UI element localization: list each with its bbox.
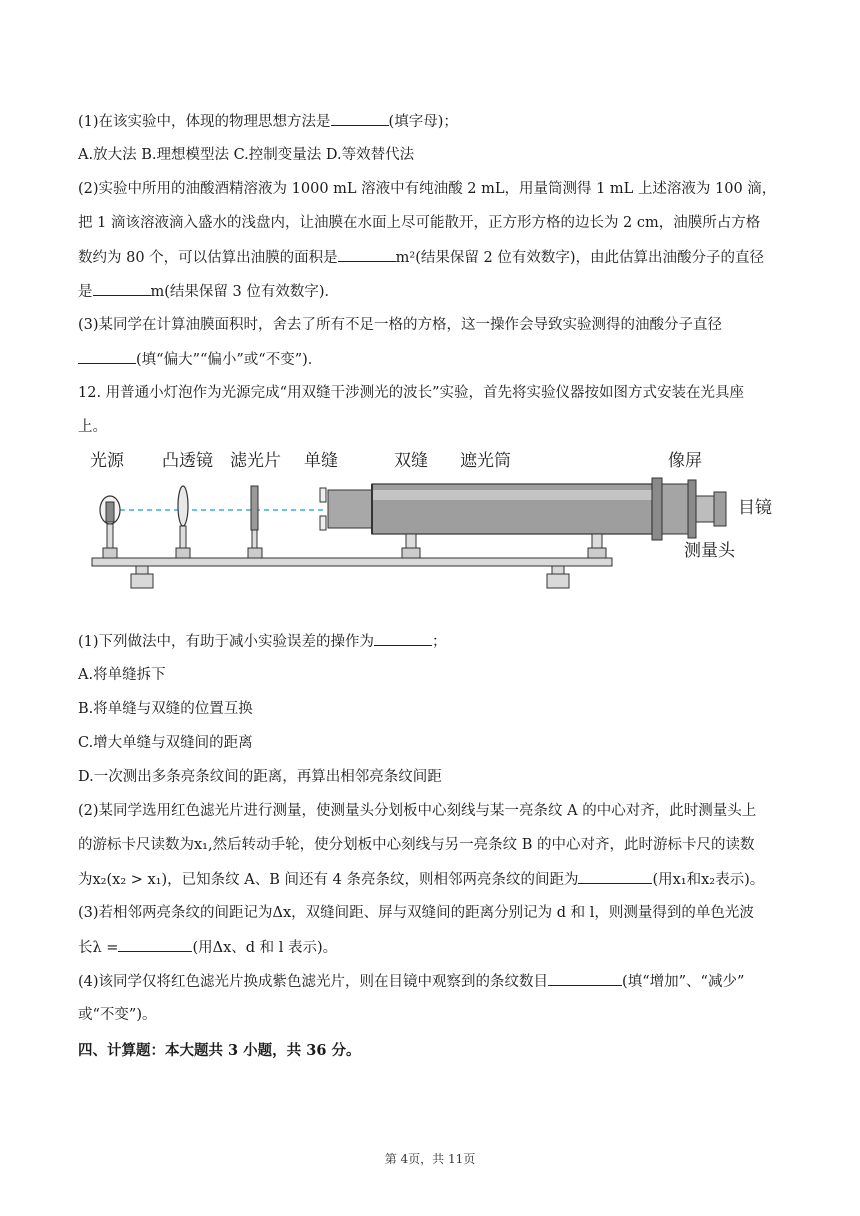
answer-blank [118, 936, 192, 952]
lens-stand [180, 526, 186, 548]
convex-lens [178, 486, 188, 526]
single-slit-top [320, 488, 326, 502]
filter-stand [252, 530, 257, 548]
label-filter: 滤光片 [230, 451, 281, 471]
q12-stem-line2: 上。 [78, 419, 107, 435]
tube-base [402, 548, 420, 558]
slit-holder [328, 490, 374, 528]
q11-part1 [78, 110, 788, 133]
label-tube: 遮光筒 [460, 451, 511, 471]
q12-option-a: A.将单缝拆下 [78, 667, 166, 683]
q11-part3-line2 [78, 348, 788, 371]
label-single-slit: 单缝 [304, 451, 338, 471]
answer-blank [338, 246, 396, 262]
q12-option-c: C.增大单缝与双缝间的距离 [78, 735, 253, 751]
q12-option-d: D.一次测出多条亮条纹间的距离，再算出相邻亮条纹间距 [78, 769, 442, 785]
bulb-base [103, 548, 117, 558]
page-footer: 第 4页，共 11页 [384, 1152, 476, 1166]
label-double-slit: 双缝 [394, 451, 428, 471]
optical-bench [92, 558, 612, 566]
q11-part3-line1: (3)某同学在计算油膜面积时，舍去了所有不足一格的方格，这一操作会导致实验测得的油酸分子直径 [78, 317, 723, 333]
q11-part2-line2: 把 1 滴该溶液滴入盛水的浅盘内，让油膜在水面上尽可能散开，正方形方格的边长为 2 cm，油膜所占方格 [78, 215, 761, 231]
q12-part1 [78, 630, 788, 653]
q11-part2-line3 [78, 246, 788, 269]
double-slit-apparatus-diagram [78, 448, 788, 600]
q11-part2-line4 [78, 280, 788, 303]
bench-leg [552, 566, 564, 574]
q11-part2-line1: (2)实验中所用的油酸酒精溶液为 1000 mL 溶液中有纯油酸 2 mL，用量筒测得 1 mL 上述溶液为 100 滴， [78, 181, 777, 197]
measuring-head-ring [688, 480, 696, 538]
q12-part4-line1-text: (4)该同学仅将红色滤光片换成紫色滤光片，则在目镜中观察到的条纹数目 [78, 974, 549, 990]
filter-plate [251, 486, 258, 530]
label-light-source: 光源 [90, 451, 124, 471]
q12-part3-line2 [78, 936, 788, 959]
q12-part4-line2: 或“不变”)。 [78, 1007, 157, 1023]
single-slit-bottom [320, 516, 326, 530]
section-heading: 四、计算题：本大题共 3 小题，共 36 分。 [78, 1042, 361, 1059]
q11-part1-text: (1)在该实验中，体现的物理思想方法是 [78, 114, 331, 130]
q12-option-b: B.将单缝与双缝的位置互换 [78, 701, 253, 717]
q12-part2-line1: (2)某同学选用红色滤光片进行测量，使测量头分划板中心刻线与某一亮条纹 A 的中心对齐，此时测量头上 [78, 803, 757, 819]
tube-base [588, 548, 606, 558]
q11-part2-line3-text: 数约为 80 个，可以估算出油膜的面积是 [78, 250, 338, 266]
answer-blank [578, 868, 652, 884]
answer-blank [331, 110, 389, 126]
q11-part1-suffix: (填字母)； [388, 114, 458, 130]
q12-part1-suffix: ； [432, 634, 447, 650]
tube-highlight [372, 490, 652, 500]
bulb-stand [107, 524, 113, 548]
q12-stem-line1: 12. 用普通小灯泡作为光源完成“用双缝干涉测光的波长”实验，首先将实验仪器按如图方式安装在光具座 [78, 385, 744, 401]
eyepiece [714, 492, 726, 526]
q12-part2-line3-text: 为x₂(x₂ > x₁)，已知条纹 A、B 间还有 4 条亮条纹，则相邻两亮条纹的间距为 [78, 872, 579, 888]
q12-part3-line2-text: 长λ = [78, 940, 119, 956]
label-screen: 像屏 [668, 451, 702, 471]
q12-part4-line1 [78, 970, 788, 993]
answer-blank [374, 630, 432, 646]
q12-part4-line1-suffix: (填“增加”、“减少” [622, 974, 745, 990]
bench-foot [131, 574, 153, 588]
bench-foot [547, 574, 569, 588]
filter-base [248, 548, 262, 558]
q11-part2-line4-suffix: m(结果保留 3 位有效数字)． [150, 284, 340, 300]
image-screen [652, 478, 662, 540]
q12-part3-line2-suffix: (用Δx、d 和 l 表示)。 [192, 940, 338, 956]
q11-part2-line4-text: 是 [78, 284, 93, 300]
tube-stand [592, 534, 602, 548]
q12-part2-line2: 的游标卡尺读数为x₁,然后转动手轮，使分划板中心刻线与另一亮条纹 B 的中心对齐，此时游标卡尺的读数 [78, 837, 755, 853]
bench-leg [136, 566, 148, 574]
q11-part2-line3-suffix: m²(结果保留 2 位有效数字)，由此估算出油酸分子的直径 [395, 250, 764, 266]
answer-blank [93, 280, 151, 296]
label-measuring-head: 测量头 [684, 541, 735, 561]
answer-blank [78, 348, 136, 364]
q12-part3-line1: (3)若相邻两亮条纹的间距记为Δx，双缝间距、屏与双缝间的距离分别记为 d 和 l，则测量得到的单色光波 [78, 905, 754, 921]
q12-part2-line3-suffix: (用x₁和x₂表示)。 [652, 872, 765, 888]
label-eyepiece: 目镜 [738, 498, 772, 518]
answer-blank [548, 970, 622, 986]
label-convex-lens: 凸透镜 [162, 451, 213, 471]
tube-stand [406, 534, 416, 548]
q12-part2-line3 [78, 868, 788, 891]
measuring-head-body [662, 484, 688, 534]
q11-options: A.放大法 B.理想模型法 C.控制变量法 D.等效替代法 [78, 147, 415, 163]
bulb-filament [106, 502, 114, 522]
lens-base [176, 548, 190, 558]
q11-part3-line2-suffix: (填“偏大”“偏小”或“不变”)． [136, 352, 323, 368]
q12-part1-text: (1)下列做法中，有助于减小实验误差的操作为 [78, 634, 375, 650]
eyepiece-neck [696, 496, 714, 522]
